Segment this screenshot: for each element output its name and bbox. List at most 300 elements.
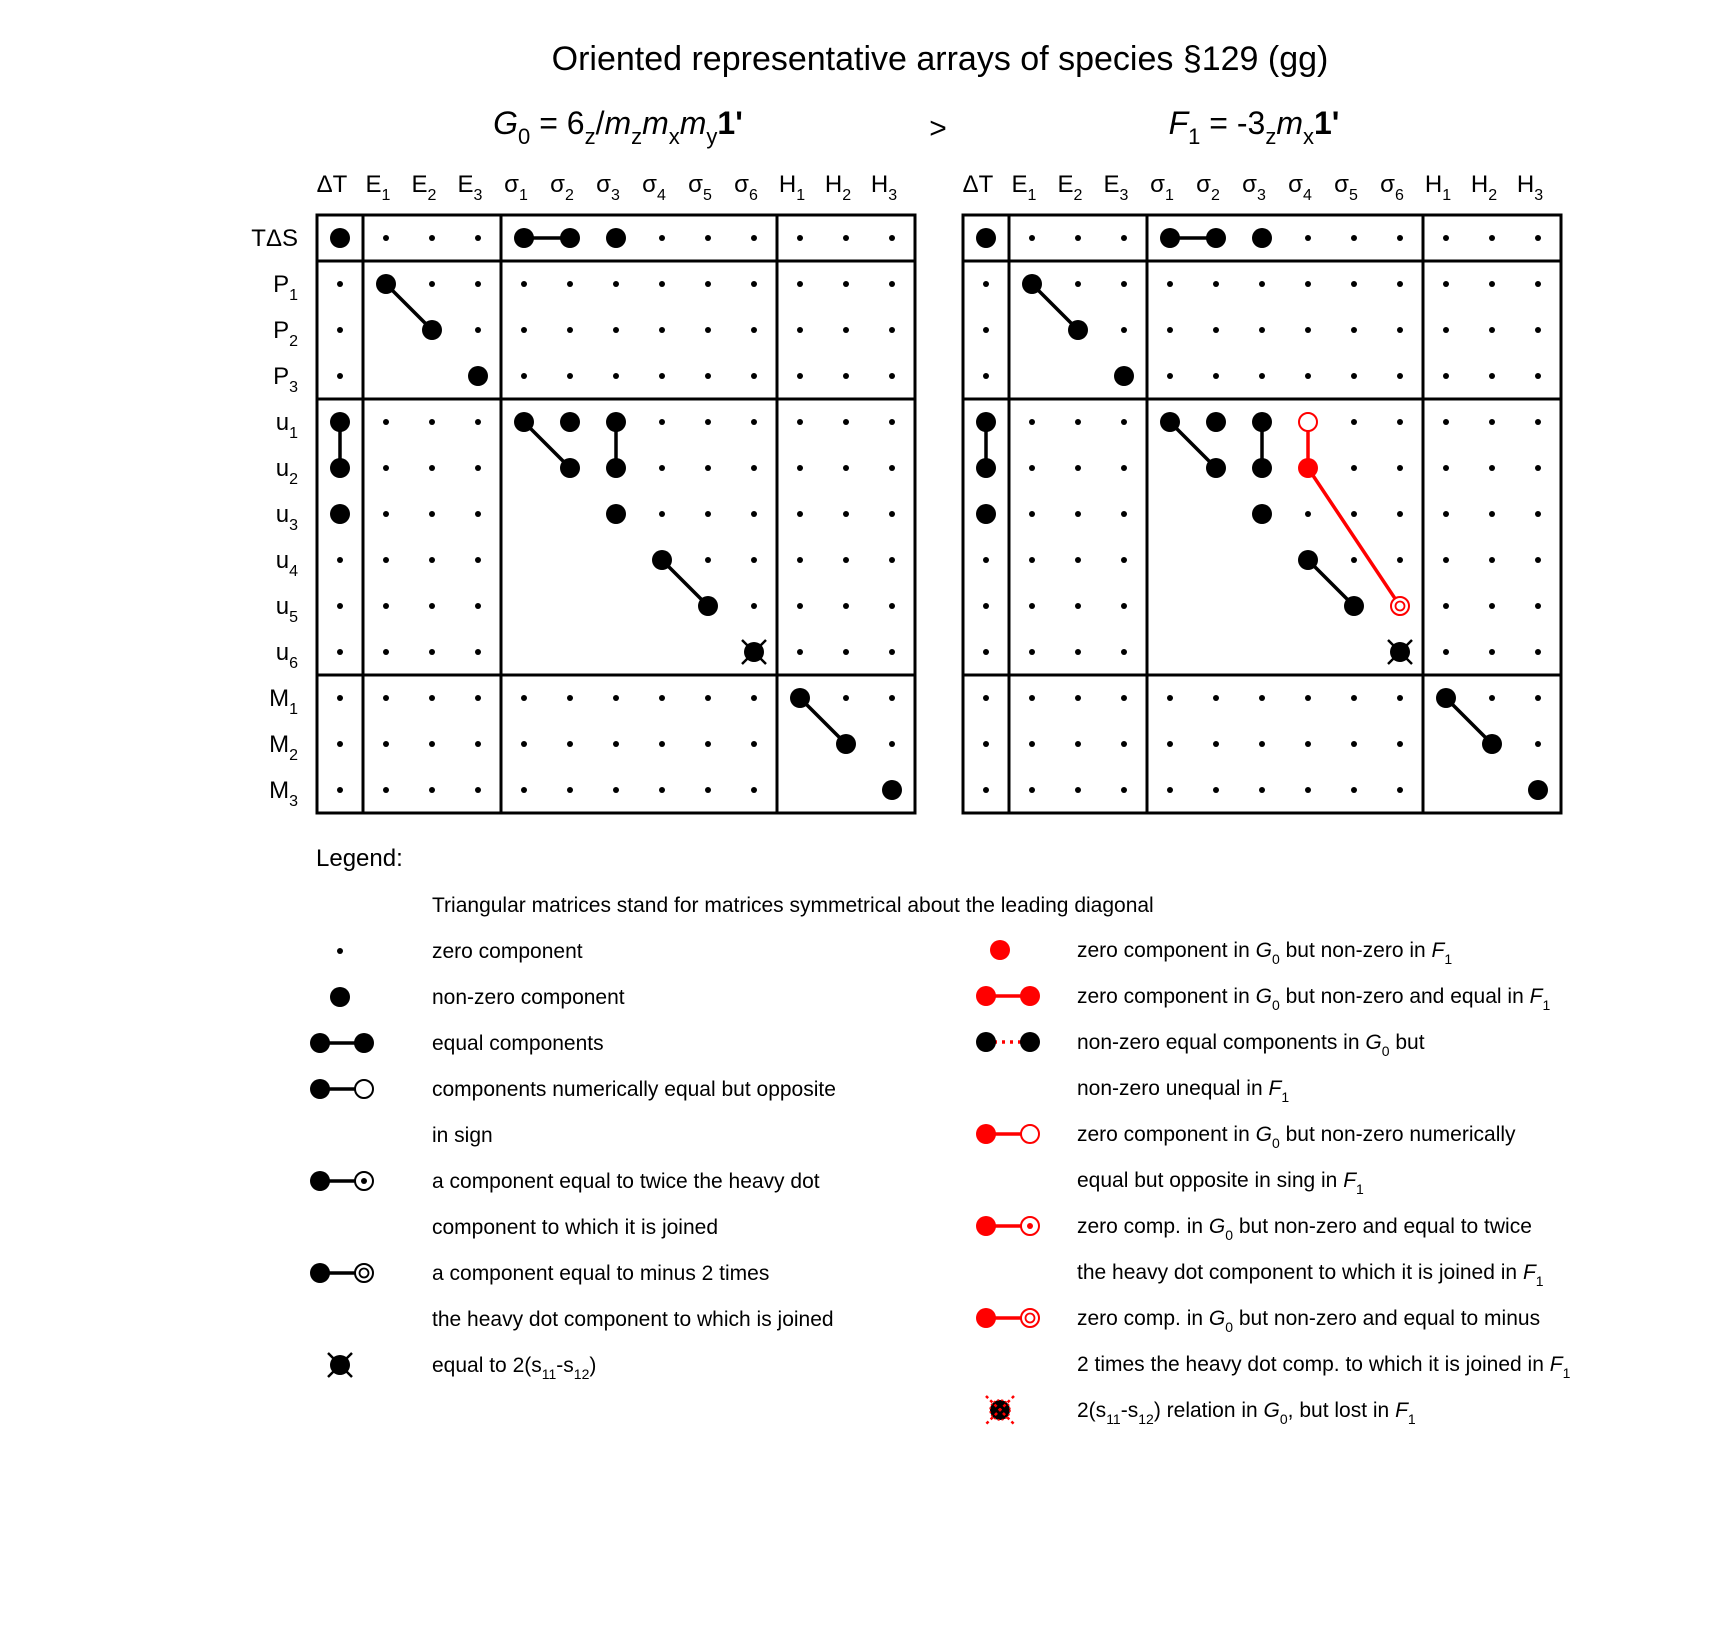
nonzero-component-dot [1298,458,1318,478]
zero-component-dot [1489,557,1495,563]
nonzero-component-dot [790,688,810,708]
zero-component-dot [1489,465,1495,471]
legend-symbol-cross [328,1353,352,1377]
zero-component-dot [1259,695,1265,701]
zero-component-dot [1443,281,1449,287]
legend-symbol-equal [310,1033,374,1053]
zero-component-dot [659,281,665,287]
column-label: $H_3$ [1516,171,1544,204]
zero-component-dot [429,557,435,563]
zero-component-dot [475,649,481,655]
legend-item-text: equal components [432,1032,604,1055]
twice-component-center [1027,1223,1033,1229]
zero-component-dot [1075,787,1081,793]
column-label: $E_3$ [1103,171,1129,204]
zero-component-dot [1121,465,1127,471]
zero-component-dot [475,419,481,425]
nonzero-component-dot [1020,1032,1040,1052]
zero-component-dot [983,373,989,379]
zero-component-dot [751,465,757,471]
nonzero-component-dot [1252,412,1272,432]
minus-two-component-dot [1021,1309,1039,1327]
legend-symbol-twice [310,1171,373,1191]
zero-component-dot [889,465,895,471]
zero-component-dot [383,235,389,241]
row-label: $u_3$ [275,501,298,534]
zero-component-dot [475,695,481,701]
nonzero-component-dot [422,320,442,340]
zero-component-dot [1167,373,1173,379]
zero-component-dot [1443,419,1449,425]
nonzero-component-dot [376,274,396,294]
zero-component-dot [337,787,343,793]
nonzero-component-dot [1252,504,1272,524]
opposite-sign-dot [1299,413,1317,431]
column-label: $\sigma_5$ [1334,171,1358,204]
legend-item-text: non-zero unequal in $F_1$ [1077,1077,1290,1105]
zero-component-dot [1029,603,1035,609]
zero-component-dot [983,695,989,701]
zero-component-dot [521,327,527,333]
zero-component-dot [1443,327,1449,333]
zero-component-dot [383,511,389,517]
zero-component-dot [751,511,757,517]
zero-component-dot [1075,511,1081,517]
zero-component-dot [1535,281,1541,287]
legend-symbol-red-cross [986,1396,1014,1424]
column-label: $\sigma_6$ [734,171,758,204]
zero-component-dot [1305,281,1311,287]
nonzero-component-dot [1206,412,1226,432]
zero-component-dot [1213,695,1219,701]
zero-component-dot [705,465,711,471]
zero-component-dot [1259,787,1265,793]
column-label: $H_3$ [870,171,898,204]
zero-component-dot [1075,741,1081,747]
row-label: $M_3$ [269,777,298,810]
zero-component-dot [613,281,619,287]
zero-component-dot [1029,787,1035,793]
zero-component-dot [889,281,895,287]
zero-component-dot [1075,649,1081,655]
legend-item-text: component to which it is joined [432,1216,718,1239]
zero-component-dot [889,557,895,563]
zero-component-dot [521,787,527,793]
zero-component-dot [751,741,757,747]
zero-component-dot [1167,327,1173,333]
zero-component-dot [797,511,803,517]
row-label: $u_2$ [275,455,298,488]
legend-item-text: the heavy dot component to which it is joined in $F_1$ [1077,1261,1544,1289]
zero-component-dot [797,373,803,379]
zero-component-dot [983,327,989,333]
zero-component-dot [659,327,665,333]
parent-group-label: $G_0 = 6_z/m_zm_xm_y1'$ [493,105,743,149]
zero-component-dot [705,557,711,563]
nonzero-component-dot [1068,320,1088,340]
zero-component-dot [1397,373,1403,379]
zero-component-dot [659,741,665,747]
zero-component-dot [1535,557,1541,563]
zero-component-dot [797,603,803,609]
zero-component-dot [1259,373,1265,379]
zero-component-dot [1489,235,1495,241]
column-label: $E_1$ [365,171,391,204]
zero-component-dot [843,511,849,517]
zero-component-dot [429,281,435,287]
zero-component-dot [337,603,343,609]
row-label: $P_1$ [273,271,298,304]
zero-component-dot [613,741,619,747]
zero-component-dot [1121,557,1127,563]
legend-item-text: zero comp. in $G_0$ but non-zero and equal to minus [1077,1307,1541,1335]
zero-component-dot [1351,465,1357,471]
nonzero-component-dot [976,986,996,1006]
legend-symbol-red-opposite [976,1124,1039,1144]
legend-symbol-red-equal [976,986,1040,1006]
column-label: $\sigma_2$ [550,171,574,204]
legend-item-text: equal to $2(s_{11}-s_{12})$ [432,1354,597,1382]
zero-component-dot [1351,373,1357,379]
zero-component-dot [1029,419,1035,425]
nonzero-component-dot [606,228,626,248]
legend-symbol-small [337,948,343,954]
zero-component-dot [383,741,389,747]
nonzero-component-dot [976,1216,996,1236]
zero-component-dot [843,649,849,655]
zero-component-dot [1535,373,1541,379]
zero-component-dot [889,511,895,517]
zero-component-dot [843,373,849,379]
zero-component-dot [567,787,573,793]
zero-component-dot [797,649,803,655]
zero-component-dot [659,787,665,793]
zero-component-dot [705,511,711,517]
nonzero-component-dot [1436,688,1456,708]
zero-component-dot [521,373,527,379]
legend [310,845,1571,1427]
zero-component-dot [475,741,481,747]
zero-component-dot [843,465,849,471]
zero-component-dot [337,741,343,747]
zero-component-dot [383,695,389,701]
nonzero-component-dot [310,1171,330,1191]
zero-component-dot [751,373,757,379]
nonzero-component-dot [976,1308,996,1328]
zero-component-dot [429,419,435,425]
legend-item-text: zero component [432,940,583,963]
column-label: $E_3$ [457,171,483,204]
zero-component-dot [1167,281,1173,287]
column-label: $\sigma_3$ [596,171,620,204]
nonzero-component-dot [976,458,996,478]
zero-component-dot [1213,741,1219,747]
zero-component-dot [659,465,665,471]
zero-component-dot [843,419,849,425]
column-label: $\sigma_4$ [642,171,666,204]
legend-item-text: a component equal to minus 2 times [432,1262,770,1285]
nonzero-component-dot [976,504,996,524]
zero-component-dot [843,695,849,701]
nonzero-component-dot [606,504,626,524]
legend-note: Triangular matrices stand for matrices symmetrical about the leading diagonal [432,894,1154,917]
zero-component-dot [1351,695,1357,701]
zero-component-dot [1535,649,1541,655]
legend-item-text: 2 times the heavy dot comp. to which it is joined in $F_1$ [1077,1353,1571,1381]
array-G0 [317,171,915,813]
subgroup-label: $F_1 = -3_zm_x1'$ [1168,105,1340,149]
zero-component-dot [429,741,435,747]
zero-component-dot [1259,741,1265,747]
column-label: $H_1$ [1424,171,1452,204]
zero-component-dot [659,695,665,701]
zero-component-dot [475,557,481,563]
legend-item-text: the heavy dot component to which is joined [432,1308,834,1331]
zero-component-dot [1121,741,1127,747]
zero-component-dot [797,419,803,425]
zero-component-dot [1535,603,1541,609]
zero-component-dot [429,235,435,241]
row-label: $M_1$ [269,685,298,718]
zero-component-dot [889,649,895,655]
zero-component-dot [475,603,481,609]
zero-component-dot [1351,787,1357,793]
zero-component-dot [1075,235,1081,241]
zero-component-dot [751,787,757,793]
nonzero-component-dot [560,458,580,478]
zero-component-dot [1029,695,1035,701]
zero-component-dot [1167,741,1173,747]
legend-item-text: non-zero equal components in $G_0$ but [1077,1031,1425,1059]
zero-component-dot [705,787,711,793]
component-link [1308,468,1400,606]
zero-component-dot [1121,695,1127,701]
zero-component-dot [1029,511,1035,517]
nonzero-component-dot [1020,986,1040,1006]
zero-component-dot [983,281,989,287]
zero-component-dot [1397,695,1403,701]
nonzero-component-dot [882,780,902,800]
zero-component-dot [659,373,665,379]
zero-component-dot [383,419,389,425]
column-label: $\sigma_6$ [1380,171,1404,204]
zero-component-dot [1029,741,1035,747]
zero-component-dot [889,741,895,747]
zero-component-dot [1443,557,1449,563]
zero-component-dot [1121,787,1127,793]
zero-component-dot [337,695,343,701]
zero-component-dot [429,511,435,517]
zero-component-dot [1351,741,1357,747]
zero-component-dot [1305,787,1311,793]
nonzero-component-dot [560,412,580,432]
zero-component-dot [1489,419,1495,425]
column-label: $\sigma_1$ [1150,171,1174,204]
zero-component-dot [1535,419,1541,425]
legend-zero-dot [337,948,343,954]
legend-symbol-red-twice [976,1216,1039,1236]
opposite-sign-dot [355,1080,373,1098]
column-label: $\sigma_4$ [1288,171,1312,204]
zero-component-dot [889,327,895,333]
zero-component-dot [1397,465,1403,471]
column-label: $\sigma_5$ [688,171,712,204]
nonzero-component-dot [698,596,718,616]
zero-component-dot [1489,373,1495,379]
zero-component-dot [705,741,711,747]
zero-component-dot [1167,695,1173,701]
nonzero-component-dot [310,1079,330,1099]
zero-component-dot [475,235,481,241]
zero-component-dot [889,603,895,609]
nonzero-component-dot [976,412,996,432]
zero-component-dot [1351,327,1357,333]
column-label: $E_2$ [411,171,437,204]
zero-component-dot [797,235,803,241]
zero-component-dot [475,327,481,333]
zero-component-dot [1259,327,1265,333]
zero-component-dot [1397,327,1403,333]
nonzero-component-dot [1528,780,1548,800]
legend-item-text: in sign [432,1124,493,1147]
nonzero-component-dot [330,504,350,524]
opposite-sign-dot [1021,1125,1039,1143]
nonzero-component-dot [1344,596,1364,616]
zero-component-dot [475,281,481,287]
zero-component-dot [751,557,757,563]
zero-component-dot [1489,603,1495,609]
zero-component-dot [1029,235,1035,241]
zero-component-dot [1259,281,1265,287]
zero-component-dot [429,649,435,655]
zero-component-dot [751,603,757,609]
legend-symbol-black-dotted [976,1032,1040,1052]
zero-component-dot [1443,649,1449,655]
zero-component-dot [1535,235,1541,241]
zero-component-dot [383,465,389,471]
legend-symbol-minus2 [310,1263,373,1283]
zero-component-dot [1351,235,1357,241]
representative-arrays [251,171,1561,813]
zero-component-dot [475,511,481,517]
zero-component-dot [1029,465,1035,471]
zero-component-dot [983,649,989,655]
zero-component-dot [797,327,803,333]
zero-component-dot [429,603,435,609]
nonzero-component-dot [560,228,580,248]
zero-component-dot [1121,511,1127,517]
column-label: $E_2$ [1057,171,1083,204]
nonzero-component-dot [836,734,856,754]
nonzero-component-dot [1206,458,1226,478]
row-label: $u_6$ [275,639,298,672]
zero-component-dot [659,419,665,425]
zero-component-dot [1213,327,1219,333]
nonzero-component-dot [330,458,350,478]
zero-component-dot [751,695,757,701]
zero-component-dot [843,557,849,563]
zero-component-dot [1075,557,1081,563]
zero-component-dot [337,557,343,563]
nonzero-component-dot [468,366,488,386]
nonzero-component-dot [1160,412,1180,432]
zero-component-dot [337,281,343,287]
zero-component-dot [475,465,481,471]
zero-component-dot [567,695,573,701]
array-F1 [963,171,1561,813]
zero-component-dot [429,695,435,701]
legend-item-text: non-zero component [432,986,625,1009]
legend-item-text: equal but opposite in sing in $F_1$ [1077,1169,1364,1197]
column-label: $\sigma_3$ [1242,171,1266,204]
zero-component-dot [1121,235,1127,241]
nonzero-component-dot [1252,228,1272,248]
zero-component-dot [705,373,711,379]
zero-component-dot [1029,557,1035,563]
legend-item-text: zero component in $G_0$ but non-zero in $F_1$ [1077,939,1453,967]
zero-component-dot [1535,511,1541,517]
zero-component-dot [1213,373,1219,379]
zero-component-dot [521,695,527,701]
zero-component-dot [889,373,895,379]
zero-component-dot [797,465,803,471]
zero-component-dot [1075,419,1081,425]
zero-component-dot [843,235,849,241]
zero-component-dot [1351,281,1357,287]
zero-component-dot [705,281,711,287]
zero-component-dot [521,741,527,747]
column-label: $\sigma_1$ [504,171,528,204]
zero-component-dot [337,327,343,333]
nonzero-component-dot [1160,228,1180,248]
nonzero-component-dot [1206,228,1226,248]
nonzero-component-dot [976,1124,996,1144]
zero-component-dot [1443,235,1449,241]
zero-component-dot [1351,419,1357,425]
zero-component-dot [705,695,711,701]
nonzero-component-dot [514,412,534,432]
zero-component-dot [383,787,389,793]
zero-component-dot [843,281,849,287]
nonzero-component-dot [1252,458,1272,478]
nonzero-component-dot [606,458,626,478]
zero-component-dot [797,281,803,287]
zero-component-dot [1489,649,1495,655]
nonzero-component-dot [1482,734,1502,754]
zero-component-dot [567,281,573,287]
zero-component-dot [1535,695,1541,701]
zero-component-dot [1489,695,1495,701]
zero-component-dot [1397,557,1403,563]
zero-component-dot [705,419,711,425]
zero-component-dot [1397,741,1403,747]
zero-component-dot [1489,327,1495,333]
zero-component-dot [1121,281,1127,287]
zero-component-dot [1305,373,1311,379]
zero-component-dot [1213,281,1219,287]
zero-component-dot [613,327,619,333]
zero-component-dot [1305,695,1311,701]
zero-component-dot [1305,741,1311,747]
zero-component-dot [1397,419,1403,425]
zero-component-dot [983,557,989,563]
row-label: $u_4$ [275,547,298,580]
zero-component-dot [1489,511,1495,517]
zero-component-dot [1489,281,1495,287]
nonzero-component-dot [1114,366,1134,386]
zero-component-dot [429,465,435,471]
zero-component-dot [1397,511,1403,517]
